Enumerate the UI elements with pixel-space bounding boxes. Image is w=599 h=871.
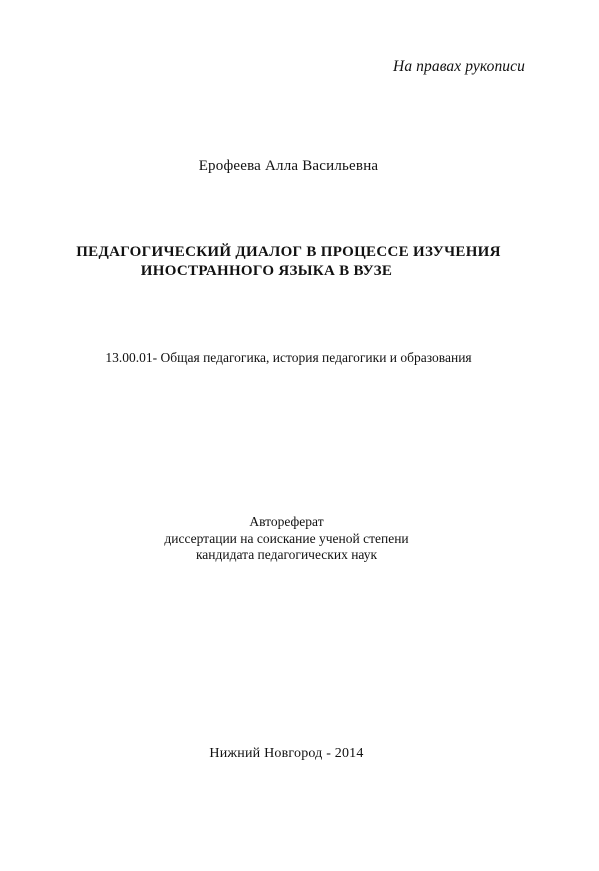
title-line-1: ПЕДАГОГИЧЕСКИЙ ДИАЛОГ В ПРОЦЕССЕ ИЗУЧЕНИЯ bbox=[76, 244, 501, 260]
city-year: Нижний Новгород - 2014 bbox=[209, 746, 364, 761]
abstract-line-2: диссертации на соискание ученой степени bbox=[164, 530, 409, 546]
abstract-description bbox=[0, 514, 573, 564]
author-name: Ерофеева Алла Васильевна bbox=[198, 158, 379, 174]
rights-note: На правах рукописи bbox=[393, 58, 525, 75]
abstract-line-3: кандидата педагогических наук bbox=[195, 547, 378, 562]
abstract-line-1: Автореферат bbox=[249, 514, 324, 529]
dissertation-title bbox=[0, 243, 577, 281]
title-line-2: ИНОСТРАННОГО ЯЗЫКА В ВУЗЕ bbox=[140, 263, 393, 279]
specialty-code: 13.00.01- Общая педагогика, история педагогики и образования bbox=[105, 350, 472, 365]
